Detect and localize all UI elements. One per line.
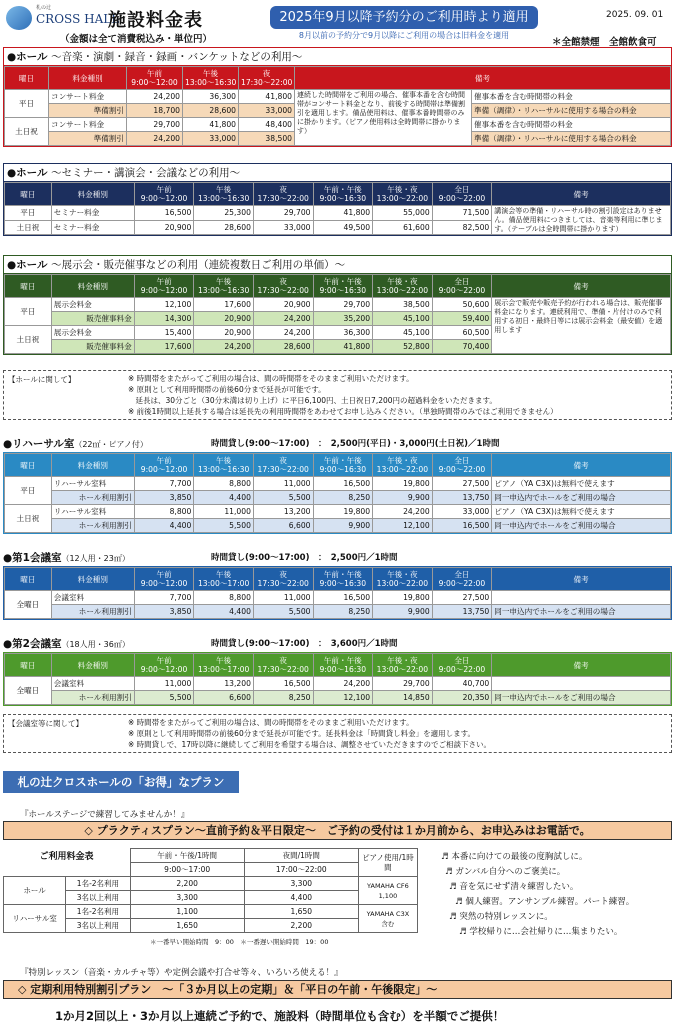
type-cell: 販売催事料金	[51, 312, 134, 326]
col-night: 夜間/1時間	[244, 849, 358, 863]
type-cell: セミナー料金	[51, 206, 134, 221]
column-header: 午前 9:00～12:00	[134, 454, 194, 477]
column-header: 夜 17:30～22:00	[253, 275, 313, 298]
price-cell: 11,000	[194, 505, 254, 519]
room1-table	[4, 567, 671, 619]
price-cell: 3,850	[134, 491, 194, 505]
price-cell: 5,500	[134, 691, 194, 705]
column-header: 午前・午後 9:00～16:30	[313, 454, 373, 477]
column-header: 午前・午後 9:00～16:30	[313, 183, 373, 206]
price-cell: 41,800	[239, 90, 295, 104]
type-cell: リハーサル室料	[51, 505, 134, 519]
column-header: 料金種別	[51, 454, 134, 477]
type-cell: ホール利用割引	[51, 491, 134, 505]
column-header: 曜日	[5, 275, 52, 298]
price-cell: 33,000	[239, 104, 295, 118]
column-header: 備考	[492, 454, 671, 477]
price-cell: 3,300	[130, 891, 244, 905]
column-header: 午後 13:00～16:30	[194, 183, 254, 206]
price-cell: 9,900	[373, 491, 433, 505]
room2-section	[3, 652, 672, 706]
rehearsal-section	[3, 452, 672, 534]
row-label: 1名-2名利用	[66, 905, 130, 919]
hall-music-table	[4, 66, 671, 146]
plan-quote-2: 『特別レッスン（音楽・カルチャ等）や定例会議や打合せ等々、いろいろ使える！』	[20, 968, 343, 978]
start-time-note: ＊一番早い開始時間 9：00 ＊一番遅い開始時間 19：00	[150, 938, 329, 946]
price-cell: 29,700	[127, 118, 183, 132]
price-cell: 13,750	[432, 491, 492, 505]
price-cell: 1,650	[130, 919, 244, 933]
col-day: 午前・午後/1時間	[130, 849, 244, 863]
price-cell: 15,400	[134, 326, 194, 340]
column-header: 夜 17:30～22:00	[253, 454, 313, 477]
column-header: 全日 9:00～22:00	[432, 454, 492, 477]
type-cell: コンサート料金	[49, 118, 127, 132]
price-cell: 27,500	[432, 591, 492, 605]
table-row	[5, 90, 671, 104]
room2-heading: ●第2会議室（18人用・36㎡） 時間貸し(9:00～17:00) ： 3,600円／1時間	[3, 638, 398, 650]
hall-seminar-section	[3, 163, 672, 236]
note-cell: 準備（調律）・リハーサルに使用する場合の料金	[472, 104, 671, 118]
column-header: 午後 13:00～17:00	[194, 654, 254, 677]
column-header: 料金種別	[51, 654, 134, 677]
page-subtitle: （金額は全て消費税込み・単位円）	[60, 34, 213, 45]
price-cell: 12,100	[134, 298, 194, 312]
price-cell: 29,700	[313, 298, 373, 312]
row-label: 3名以上利用	[66, 891, 130, 905]
price-cell: 48,400	[239, 118, 295, 132]
type-cell: ホール利用割引	[51, 691, 134, 705]
row-label: 1名-2名利用	[66, 877, 130, 891]
column-header: 曜日	[5, 454, 52, 477]
note-cell: 催事本番を含む時間帯の料金	[472, 90, 671, 104]
price-cell: 8,800	[134, 505, 194, 519]
column-header: 曜日	[5, 568, 52, 591]
column-header: 午後 13:00～16:30	[194, 275, 254, 298]
price-cell: 1,650	[244, 905, 358, 919]
type-cell: 展示会料金	[51, 326, 134, 340]
price-cell: 16,500	[134, 206, 194, 221]
day-cell: 平日	[5, 298, 52, 326]
day-cell: 土日祝	[5, 220, 52, 235]
price-cell: 29,700	[253, 206, 313, 221]
type-cell: 展示会料金	[51, 298, 134, 312]
column-header: 午前・午後 9:00～16:30	[313, 275, 373, 298]
price-cell: 19,800	[373, 477, 433, 491]
column-header: 全日 9:00～22:00	[432, 654, 492, 677]
price-cell: 13,200	[253, 505, 313, 519]
price-cell: 14,850	[373, 691, 433, 705]
page-title: 施設料金表	[108, 10, 203, 31]
type-cell: ホール利用割引	[51, 605, 134, 619]
price-cell: 71,500	[432, 206, 492, 221]
col-night-time: 17:00～22:00	[244, 863, 358, 877]
price-cell: 24,200	[127, 132, 183, 146]
note-line: 延長は、30分ごと（30分未満は切り上げ）に平日6,100円、土日祝日7,200円の超過料金をいただきます。	[128, 396, 497, 405]
column-header: 午後・夜 13:00～22:00	[373, 275, 433, 298]
price-cell: 20,900	[194, 326, 254, 340]
section-title: ●ホール ～展示会・販売催事などの利用（連続複数日ご利用の単価）～	[4, 256, 671, 274]
list-item: ♬ 音を気にせず清々練習したい。	[449, 882, 579, 892]
price-cell: 7,700	[134, 591, 194, 605]
room-notes-lines	[128, 717, 667, 750]
practice-price-table	[3, 848, 418, 933]
type-cell: 準備割引	[49, 104, 127, 118]
price-cell: 45,100	[373, 326, 433, 340]
room-notes	[3, 714, 672, 753]
price-cell: 5,500	[253, 491, 313, 505]
note-line: ※ 原則として利用時間帯の前後60分まで延長が可能です。延長料金は「時間貸し料金」を適用します。	[128, 729, 476, 738]
price-cell: 18,700	[127, 104, 183, 118]
note-cell: 準備（調律）・リハーサルに使用する場合の料金	[472, 132, 671, 146]
price-cell: 24,200	[253, 312, 313, 326]
note-cell: 催事本番を含む時間帯の料金	[472, 118, 671, 132]
price-cell: 11,000	[253, 591, 313, 605]
column-header: 夜 17:30～22:00	[253, 183, 313, 206]
column-header: 曜日	[5, 654, 52, 677]
price-cell: 33,000	[253, 220, 313, 235]
price-cell: 20,350	[432, 691, 492, 705]
logo	[6, 4, 120, 34]
type-cell: セミナー料金	[51, 220, 134, 235]
column-header: 午後 13:00～17:00	[194, 568, 254, 591]
price-cell: 16,500	[432, 519, 492, 533]
price-cell: 4,400	[244, 891, 358, 905]
list-item: ♬ 突然の特別レッスンに。	[449, 912, 553, 922]
price-cell: 49,500	[313, 220, 373, 235]
column-header: 夜 17:30～22:00	[253, 568, 313, 591]
logo-name: CROSS HALL	[36, 12, 120, 26]
table-row	[5, 477, 671, 491]
column-header: 料金種別	[49, 67, 127, 90]
table-row	[5, 206, 671, 221]
note-cell	[492, 591, 671, 605]
price-cell: 3,850	[134, 605, 194, 619]
price-cell: 24,200	[313, 677, 373, 691]
col-day-time: 9:00～17:00	[130, 863, 244, 877]
price-cell: 7,700	[134, 477, 194, 491]
price-cell: 4,400	[134, 519, 194, 533]
column-header: 備考	[492, 275, 671, 298]
hall-notes	[3, 370, 672, 420]
column-header: 全日 9:00～22:00	[432, 275, 492, 298]
price-cell: 3,300	[244, 877, 358, 891]
price-cell: 61,600	[373, 220, 433, 235]
column-header: 備考	[492, 568, 671, 591]
room1-heading: ●第1会議室（12人用・23㎡） 時間貸し(9:00～17:00) ： 2,500円／1時間	[3, 552, 398, 564]
price-cell: 2,200	[244, 919, 358, 933]
note-cell: ピアノ（YA C3X)は無料で使えます	[492, 477, 671, 491]
note-line: ※ 原則として利用時間帯の前後60分まで延長が可能です。	[128, 385, 326, 394]
table-row	[5, 519, 671, 533]
column-header: 料金種別	[51, 183, 134, 206]
price-cell: 5,500	[194, 519, 254, 533]
table-row	[5, 298, 671, 312]
column-header: 料金種別	[51, 568, 134, 591]
price-cell: 16,500	[253, 677, 313, 691]
column-header: 午前・午後 9:00～16:30	[313, 568, 373, 591]
column-header: 午前 9:00～12:00	[134, 654, 194, 677]
price-cell: 6,600	[194, 691, 254, 705]
price-cell: 16,500	[313, 591, 373, 605]
day-cell: 土日祝	[5, 505, 52, 533]
price-cell: 16,500	[313, 477, 373, 491]
price-cell: 17,600	[134, 340, 194, 354]
price-cell: 8,800	[194, 477, 254, 491]
column-header: 午前 9:00～12:00	[134, 568, 194, 591]
price-cell: 40,700	[432, 677, 492, 691]
column-header: 午後・夜 13:00～22:00	[373, 183, 433, 206]
list-item: ♬ 個人練習。アンサンブル練習。パート練習。	[455, 897, 635, 907]
price-cell: 11,000	[253, 477, 313, 491]
rehearsal-table	[4, 453, 671, 533]
hall-notes-lines	[128, 373, 667, 417]
final-note: 1か月2回以上・3か月以上連続ご予約で、施設料（時間単位も含む）を半額でご提供！	[55, 1009, 505, 1023]
price-cell: 41,800	[313, 340, 373, 354]
note-line: ※ 時間貸しで、17時以降に継続してご利用を希望する場合は、調整させていただきますのでご相談下さい。	[128, 740, 492, 749]
price-cell: 55,000	[373, 206, 433, 221]
notice-banner: 2025年9月以降予約分のご利用時より適用	[270, 6, 538, 29]
price-cell: 8,250	[313, 491, 373, 505]
price-cell: 13,750	[432, 605, 492, 619]
type-cell: リハーサル室料	[51, 477, 134, 491]
column-header: 曜日	[5, 67, 49, 90]
type-cell: 準備割引	[49, 132, 127, 146]
price-cell: 5,500	[253, 605, 313, 619]
price-cell: 52,800	[373, 340, 433, 354]
price-cell: 12,100	[313, 691, 373, 705]
column-header: 午後 13:00～16:30	[194, 454, 254, 477]
price-cell: 41,800	[313, 206, 373, 221]
column-header: 午前 9:00～12:00	[127, 67, 183, 90]
price-cell: 28,600	[194, 220, 254, 235]
price-cell: 36,300	[313, 326, 373, 340]
day-cell: 全曜日	[5, 677, 52, 705]
price-cell: 20,900	[194, 312, 254, 326]
price-cell: 20,900	[134, 220, 194, 235]
price-cell: 17,600	[194, 298, 254, 312]
day-cell: 土日祝	[5, 326, 52, 354]
column-header: 料金種別	[51, 275, 134, 298]
room-notes-label: 【会議室等に関して】	[8, 719, 83, 728]
day-cell: 平日	[5, 90, 49, 118]
price-cell: 27,500	[432, 477, 492, 491]
price-cell: 24,200	[253, 326, 313, 340]
column-header: 午後・夜 13:00～22:00	[373, 454, 433, 477]
price-cell: 24,200	[373, 505, 433, 519]
note-line: ※ 前後1時間以上延長する場合は延長先の利用時間帯をあわせてお申し込みください。（単独時間帯のみではご利用できません）	[128, 407, 558, 416]
column-header: 午前・午後 9:00～16:30	[313, 654, 373, 677]
table-row	[5, 491, 671, 505]
column-header: 全日 9:00～22:00	[432, 568, 492, 591]
price-cell: 12,100	[373, 519, 433, 533]
price-cell: 24,200	[127, 90, 183, 104]
note-cell	[492, 677, 671, 691]
room1-section	[3, 566, 672, 620]
price-cell: 9,900	[373, 605, 433, 619]
price-cell: 60,500	[432, 326, 492, 340]
column-header: 午後 13:00～16:30	[183, 67, 239, 90]
price-cell: 14,300	[134, 312, 194, 326]
note-cell: 同一申込内でホールをご利用の場合	[492, 691, 671, 705]
type-cell: 販売催事料金	[51, 340, 134, 354]
price-cell: 8,800	[194, 591, 254, 605]
price-cell: 29,700	[373, 677, 433, 691]
price-cell: 8,250	[313, 605, 373, 619]
regular-plan-title: ◇ 定期利用特別割引プラン ～「３か月以上の定期」＆「平日の午前・午後限定」～	[3, 980, 672, 999]
price-cell: 4,400	[194, 491, 254, 505]
column-header: 備考	[492, 654, 671, 677]
rehearsal-heading: ●リハーサル室（22㎡・ピアノ付） 時間貸し(9:00～17:00) ： 2,500円(平日)・3,000円(土日祝)／1時間	[3, 438, 500, 450]
hall-exhibition-section	[3, 255, 672, 355]
note-cell: 同一申込内でホールをご利用の場合	[492, 491, 671, 505]
column-header: 備考	[295, 67, 671, 90]
price-cell: 25,300	[194, 206, 254, 221]
price-cell: 50,600	[432, 298, 492, 312]
note-cell: 同一申込内でホールをご利用の場合	[492, 519, 671, 533]
price-cell: 38,500	[373, 298, 433, 312]
price-cell: 70,400	[432, 340, 492, 354]
price-cell: 28,600	[183, 104, 239, 118]
plan-quote-1: 『ホールステージで練習してみませんか！』	[20, 810, 190, 820]
list-item: ♬ 本番に向けての最後の度胸試しに。	[441, 852, 588, 862]
column-header: 全日 9:00～22:00	[432, 183, 492, 206]
column-header: 午後・夜 13:00～22:00	[373, 568, 433, 591]
price-cell: 13,200	[194, 677, 254, 691]
table-row	[5, 591, 671, 605]
row-label: 3名以上利用	[66, 919, 130, 933]
price-cell: 28,600	[253, 340, 313, 354]
room2-hourly: 時間貸し(9:00～17:00) ： 3,600円／1時間	[211, 639, 398, 649]
list-item: ♬ ガンバル自分へのご褒美に。	[445, 867, 566, 877]
column-header: 午後・夜 13:00～22:00	[373, 654, 433, 677]
plan-banner: 札の辻クロスホールの「お得」なプラン	[3, 771, 239, 793]
column-header: 曜日	[5, 183, 52, 206]
note-cell: 同一申込内でホールをご利用の場合	[492, 605, 671, 619]
plan-usage-list	[441, 850, 671, 940]
price-cell: 19,800	[313, 505, 373, 519]
section-title: ●ホール ～セミナー・講演会・会議などの利用～	[4, 164, 671, 182]
price-cell: 11,000	[134, 677, 194, 691]
column-header: 午前 9:00～12:00	[134, 183, 194, 206]
policy: ＊全館禁煙 全館飲食可	[552, 37, 657, 48]
practice-plan-title: ◇ プラクティスプラン～直前予約＆平日限定～ ご予約の受付は１か月前から、お申込みはお電話で。	[3, 821, 672, 840]
type-cell: 会議室料	[51, 677, 134, 691]
notice-sub: 8月以前の予約分で9月以降にご利用の場合は旧料金を適用	[298, 31, 510, 40]
note-line: ※ 時間帯をまたがってご利用の場合は、間の時間帯をそのままご利用いただけます。	[128, 718, 414, 727]
column-header: 午前 9:00～12:00	[134, 275, 194, 298]
column-header: 備考	[492, 183, 671, 206]
row-hall: ホール	[4, 877, 66, 905]
price-cell: 2,200	[130, 877, 244, 891]
hall-notes-label: 【ホールに関して】	[8, 375, 76, 384]
note-cell: 展示会で販売や販売予約が行われる場合は、販売催事料金になります。連続利用で、準備・片付けのみで利用する初日・最終日等には展示会料金（最安値）を適用します	[492, 298, 671, 354]
type-cell: 会議室料	[51, 591, 134, 605]
piano-rehearsal: YAMAHA C3X 含む	[358, 905, 417, 933]
price-cell: 6,600	[253, 519, 313, 533]
hall-exhibition-table	[4, 274, 671, 354]
section-title: ●ホール ～音楽・演劇・録音・録画・バンケットなどの利用～	[4, 48, 671, 66]
day-cell: 平日	[5, 477, 52, 505]
type-cell: ホール利用割引	[51, 519, 134, 533]
row-rehearsal: リハーサル室	[4, 905, 66, 933]
note-cell: 連続した時間帯をご利用の場合、催事本番を含む時間帯がコンサート料金となり、前後する時間帯は準備割引を適用します。備品使用料は、催事本番時間帯のみに掛かります。（ピアノ使用料は全時間帯に掛かります）	[295, 90, 472, 146]
hall-seminar-table	[4, 182, 671, 235]
price-cell: 33,000	[432, 505, 492, 519]
price-cell: 4,400	[194, 605, 254, 619]
logo-mark	[6, 6, 32, 30]
note-line: ※ 時間帯をまたがってご利用の場合は、間の時間帯をそのままご利用いただけます。	[128, 374, 414, 383]
col-piano: ピアノ使用/1時間	[358, 849, 417, 877]
type-cell: コンサート料金	[49, 90, 127, 104]
price-cell: 38,500	[239, 132, 295, 146]
room2-table	[4, 653, 671, 705]
table-row	[5, 505, 671, 519]
column-header: 夜 17:30～22:00	[253, 654, 313, 677]
price-cell: 45,100	[373, 312, 433, 326]
day-cell: 平日	[5, 206, 52, 221]
price-cell: 33,000	[183, 132, 239, 146]
price-cell: 35,200	[313, 312, 373, 326]
day-cell: 土日祝	[5, 118, 49, 146]
price-cell: 36,300	[183, 90, 239, 104]
price-cell: 24,200	[194, 340, 254, 354]
table-title: ご利用料金表	[39, 852, 94, 862]
price-cell: 19,800	[373, 591, 433, 605]
logo-sub: 札の辻	[36, 5, 52, 11]
table-row	[5, 605, 671, 619]
price-cell: 20,900	[253, 298, 313, 312]
price-cell: 41,800	[183, 118, 239, 132]
day-cell: 全曜日	[5, 591, 52, 619]
column-header: 夜 17:30～22:00	[239, 67, 295, 90]
rehearsal-hourly: 時間貸し(9:00～17:00) ： 2,500円(平日)・3,000円(土日祝)／1時間	[211, 439, 500, 449]
table-row	[5, 691, 671, 705]
table-row	[5, 677, 671, 691]
date: 2025. 09. 01	[606, 10, 664, 20]
price-cell: 8,250	[253, 691, 313, 705]
price-cell: 59,400	[432, 312, 492, 326]
price-cell: 82,500	[432, 220, 492, 235]
list-item: ♬ 学校帰りに…会社帰りに…集まりたい。	[459, 927, 623, 937]
note-cell: 講演会等の準備・リハーサル時の割引設定はありません。備品使用料につきましては、音楽等利用に準じます。（テーブルは全時間帯に掛かります）	[492, 206, 671, 235]
price-cell: 1,100	[130, 905, 244, 919]
hall-music-section	[3, 47, 672, 147]
price-cell: 9,900	[313, 519, 373, 533]
note-cell: ピアノ（YA C3X)は無料で使えます	[492, 505, 671, 519]
room1-hourly: 時間貸し(9:00～17:00) ： 2,500円／1時間	[211, 553, 398, 563]
piano-hall: YAMAHA CF6 1,100	[358, 877, 417, 905]
